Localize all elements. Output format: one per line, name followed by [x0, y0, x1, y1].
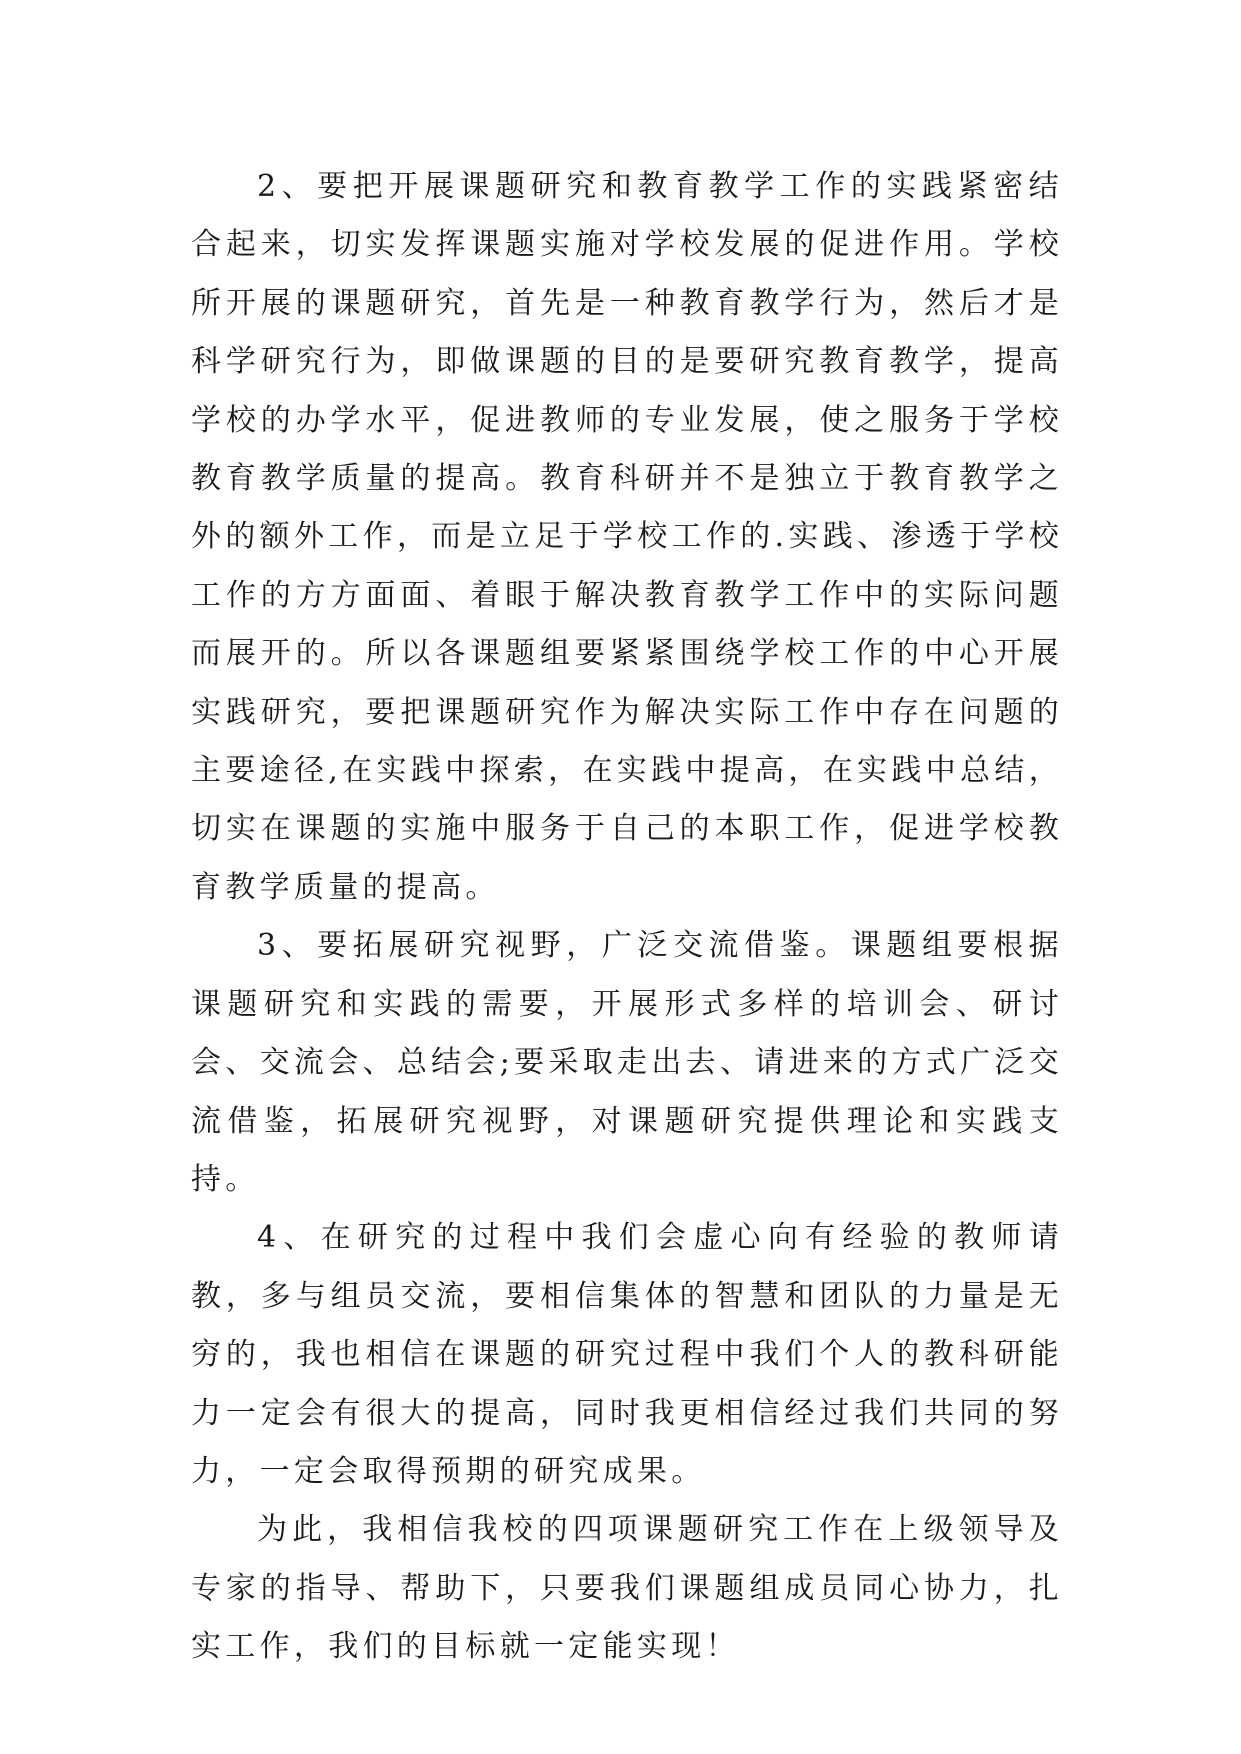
paragraph-point-4: 4、在研究的过程中我们会虚心向有经验的教师请教，多与组员交流，要相信集体的智慧和团队的力量是无穷的，我也相信在课题的研究过程中我们个人的教科研能力一定会有很大的提高，同时我更相信经过我们共同的努力，一定会取得预期的研究成果。 — [191, 1220, 1063, 1489]
document-body — [191, 158, 1063, 1677]
paragraph-conclusion: 为此，我相信我校的四项课题研究工作在上级领导及专家的指导、帮助下，只要我们课题组成员同心协力，扎实工作，我们的目标就一定能实现！ — [191, 1512, 1063, 1665]
paragraph-point-3: 3、要拓展研究视野，广泛交流借鉴。课题组要根据课题研究和实践的需要，开展形式多样的培训会、研讨会、交流会、总结会;要采取走出去、请进来的方式广泛交流借鉴，拓展研究视野，对课题研究提供理论和实践支持。 — [191, 928, 1063, 1197]
paragraph-point-2: 2、要把开展课题研究和教育教学工作的实践紧密结合起来，切实发挥课题实施对学校发展的促进作用。学校所开展的课题研究，首先是一种教育教学行为，然后才是科学研究行为，即做课题的目的是要研究教育教学，提高学校的办学水平，促进教师的专业发展，使之服务于学校教育教学质量的提高。教育科研并不是独立于教育教学之外的额外工作，而是立足于学校工作的.实践、渗透于学校工作的方方面面、着眼于解决教育教学工作中的实际问题而展开的。所以各课题组要紧紧围绕学校工作的中心开展实践研究，要把课题研究作为解决实际工作中存在问题的主要途径,在实践中探索，在实践中提高，在实践中总结，切实在课题的实施中服务于自己的本职工作，促进学校教育教学质量的提高。 — [191, 169, 1063, 905]
